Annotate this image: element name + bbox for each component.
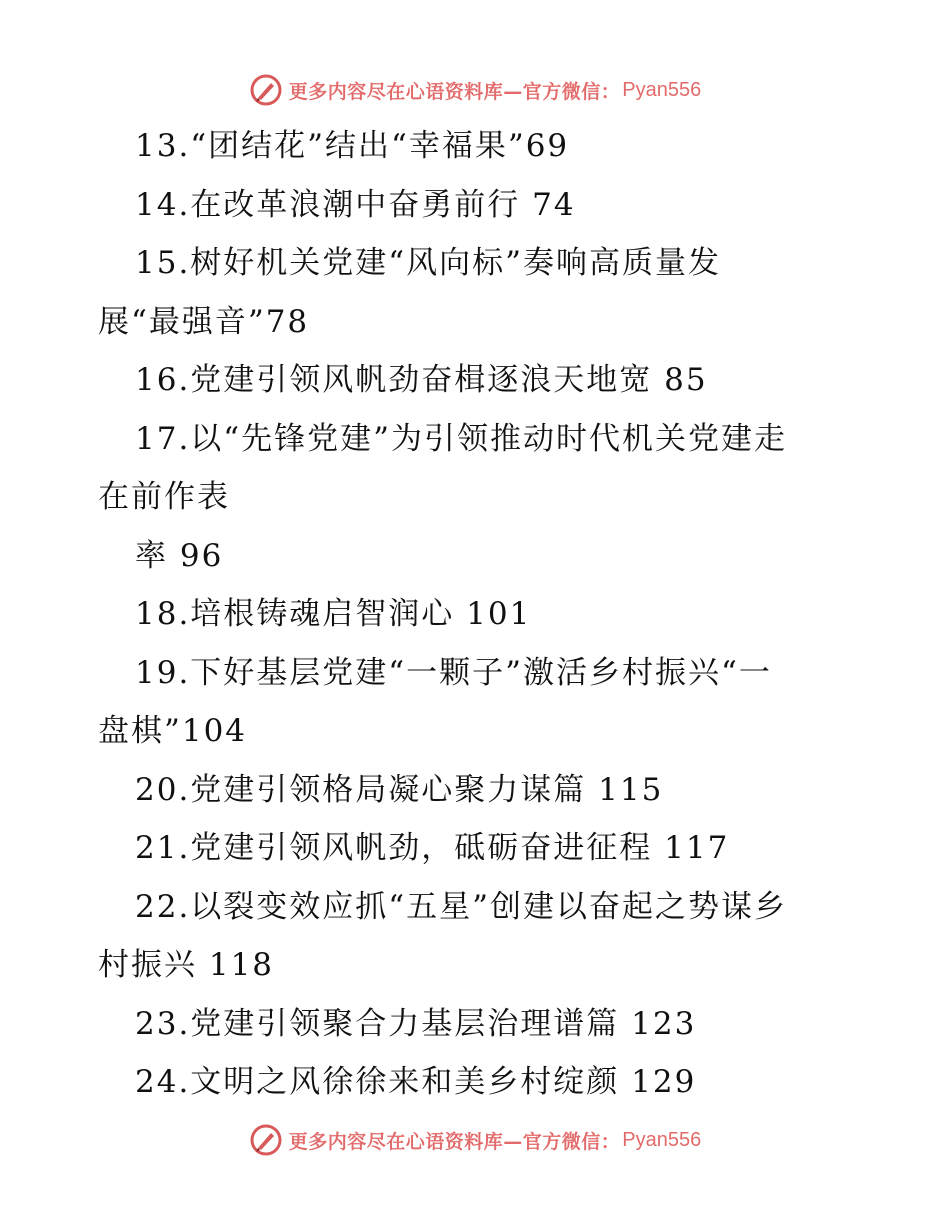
- toc-entry-22-continued: 村振兴 118: [98, 947, 275, 983]
- toc-entry-18: 18.培根铸魂启智润心 101: [135, 596, 532, 632]
- toc-entry-15: 15.树好机关党建“风向标”奏响高质量发: [135, 245, 721, 281]
- toc-entry-23: 23.党建引领聚合力基层治理谱篇 123: [135, 1006, 697, 1042]
- header-watermark: [0, 70, 950, 110]
- toc-entry-20: 20.党建引领格局凝心聚力谋篇 115: [135, 772, 664, 808]
- pen-logo-icon: [249, 73, 283, 107]
- footer-banner-text: 更多内容尽在心语资料库—官方微信：: [288, 1130, 621, 1153]
- toc-entry-19-continued: 盘棋”104: [98, 713, 248, 749]
- toc-entry-17-continued: 在前作表: [98, 479, 230, 515]
- toc-entry-13: 13.“团结花”结出“幸福果”69: [135, 128, 570, 164]
- header-banner-text: 更多内容尽在心语资料库—官方微信：: [288, 80, 621, 103]
- toc-entry-16: 16.党建引领风帆劲奋楫逐浪天地宽 85: [135, 362, 708, 398]
- toc-entry-21: 21.党建引领风帆劲，砥砺奋进征程 117: [135, 830, 730, 866]
- toc-entry-17: 17.以“先锋党建”为引领推动时代机关党建走: [135, 421, 787, 457]
- header-wechat-id: Pyan556: [622, 78, 702, 101]
- toc-entry-24: 24.文明之风徐徐来和美乡村绽颜 129: [135, 1064, 697, 1100]
- pen-logo-icon: [249, 1123, 283, 1157]
- toc-entry-14: 14.在改革浪潮中奋勇前行 74: [135, 187, 576, 223]
- toc-entry-19: 19.下好基层党建“一颗子”激活乡村振兴“一: [135, 655, 772, 691]
- footer-watermark: [0, 1120, 950, 1160]
- toc-entry-17-page: 率 96: [135, 538, 224, 574]
- toc-entry-15-continued: 展“最强音”78: [98, 304, 310, 340]
- toc-entry-22: 22.以裂变效应抓“五星”创建以奋起之势谋乡: [135, 889, 787, 925]
- footer-wechat-id: Pyan556: [622, 1128, 702, 1151]
